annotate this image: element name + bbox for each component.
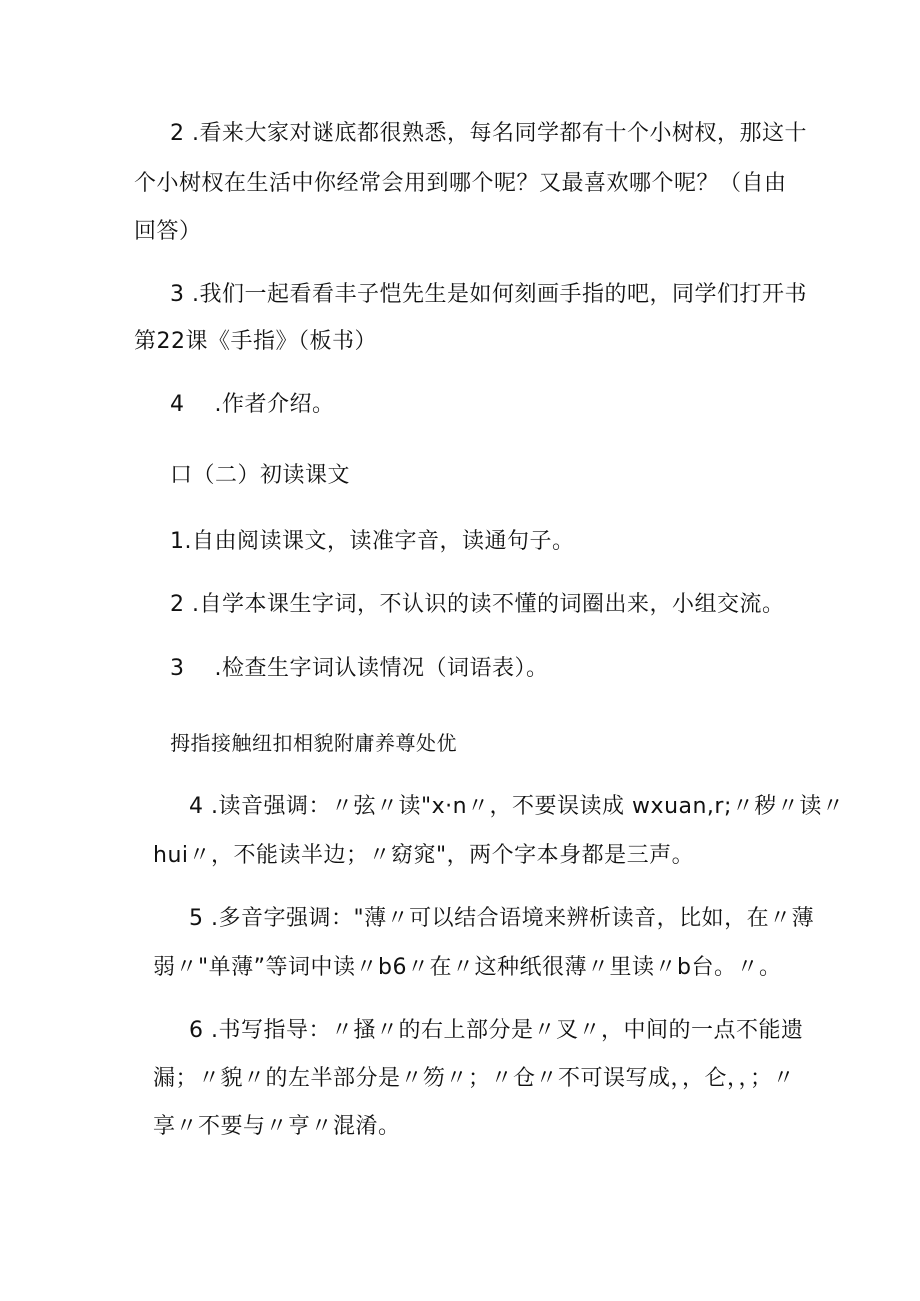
- text-line-18: 享〃不要与〃亨〃混淆。: [153, 1114, 401, 1139]
- text-line-3: 回答）: [134, 219, 202, 244]
- text-line-13: hui〃，不能读半边；〃窈窕"，两个字本身都是三声。: [153, 843, 695, 868]
- vocabulary-list: 拇指接触纽扣相貌附庸养尊处优: [170, 731, 457, 755]
- text-line-5: 第22课《手指》（板书）: [134, 329, 377, 354]
- text-line-1: 2 .看来大家对谜底都很熟悉，每名同学都有十个小树杈，那这十: [170, 121, 807, 146]
- text-line-8: 1.自由阅读课文，读准字音，读通句子。: [170, 529, 575, 554]
- text-line-14: 5 .多音字强调："薄〃可以结合语境来辨析读音，比如，在〃薄: [189, 906, 815, 931]
- text-line-4: 3 .我们一起看看丰子恺先生是如何刻画手指的吧，同学们打开书: [170, 282, 807, 307]
- text-line-16: 6 .书写指导：〃搔〃的右上部分是〃叉〃，中间的一点不能遗: [189, 1018, 804, 1043]
- text-line-15: 弱〃"单薄”等词中读〃b6〃在〃这种纸很薄〃里读〃b台。〃。: [153, 955, 782, 980]
- text-line-17: 漏；〃貌〃的左半部分是〃笏〃；〃仓〃不可误写成，，仑，，；〃: [153, 1066, 796, 1091]
- section-heading: 口（二）初读课文: [170, 463, 351, 488]
- text-line-6: 4 .作者介绍。: [170, 392, 335, 417]
- text-line-9: 2 .自学本课生字词，不认识的读不懂的词圈出来，小组交流。: [170, 592, 785, 617]
- text-line-10: 3 .检查生字词认读情况（词语表）。: [170, 656, 549, 681]
- text-line-12: 4 .读音强调：〃弦〃读"x·n〃，不要误读成 wxuan,r;〃秽〃读〃: [189, 794, 845, 819]
- text-line-2: 个小树杈在生活中你经常会用到哪个呢？又最喜欢哪个呢？（自由: [134, 171, 787, 196]
